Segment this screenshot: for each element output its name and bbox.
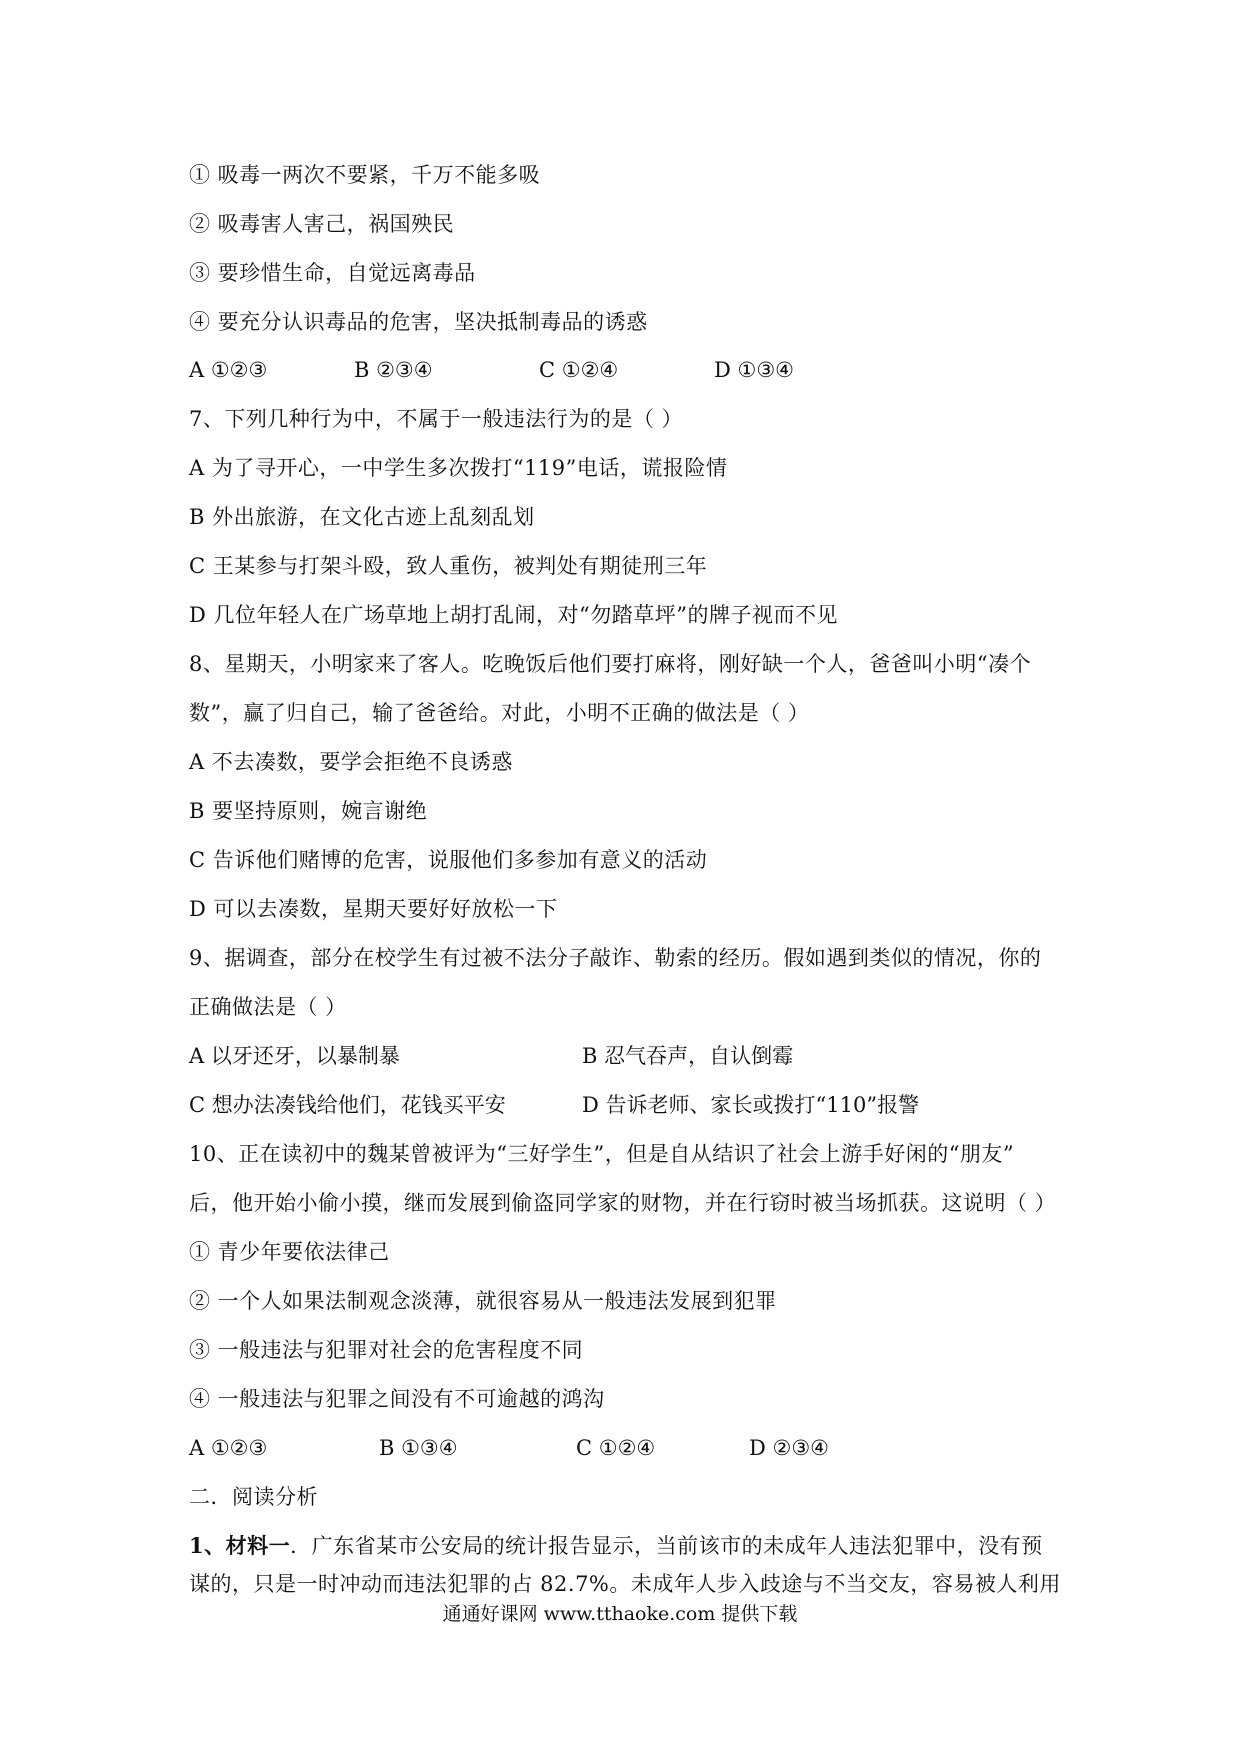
q10-item-2: ② 一个人如果法制观念淡薄，就很容易从一般违法发展到犯罪: [189, 1289, 777, 1313]
q8-option-a: A 不去凑数，要学会拒绝不良诱惑: [189, 750, 513, 774]
q10-option-b: B ①③④: [379, 1436, 458, 1460]
q8-stem-line-1: 8、星期天，小明家来了客人。吃晚饭后他们要打麻将，刚好缺一个人，爸爸叫小明“凑个: [189, 652, 1032, 676]
q10-option-d: D ②③④: [749, 1436, 829, 1460]
q8-option-b: B 要坚持原则，婉言谢绝: [189, 799, 428, 823]
q6-item-2: ② 吸毒害人害己，祸国殃民: [189, 212, 455, 236]
q9-option-d: D 告诉老师、家长或拨打“110”报警: [582, 1093, 920, 1117]
q10-item-1: ① 青少年要依法律己: [189, 1240, 390, 1264]
q6-item-4: ④ 要充分认识毒品的危害，坚决抵制毒品的诱惑: [189, 310, 648, 334]
material-line-1: [189, 1532, 1069, 1560]
q9-option-c: C 想办法凑钱给他们，花钱买平安: [189, 1093, 506, 1117]
q10-item-4: ④ 一般违法与犯罪之间没有不可逾越的鸿沟: [189, 1387, 605, 1411]
material-number: 1、: [189, 1533, 226, 1558]
q9-option-a: A 以牙还牙，以暴制暴: [189, 1044, 400, 1068]
q7-option-d: D 几位年轻人在广场草地上胡打乱闹，对“勿踏草坪”的牌子视而不见: [189, 603, 838, 627]
q6-option-c: C ①②④: [539, 358, 619, 382]
q7-option-a: A 为了寻开心，一中学生多次拨打“119”电话，谎报险情: [189, 456, 728, 480]
material-text: 广东省某市公安局的统计报告显示，当前该市的未成年人违法犯罪中，没有预: [311, 1534, 1043, 1558]
q8-option-d: D 可以去凑数，星期天要好好放松一下: [189, 897, 558, 921]
q6-item-3: ③ 要珍惜生命，自觉远离毒品: [189, 261, 476, 285]
q9-stem-line-1: 9、据调查，部分在校学生有过被不法分子敲诈、勒索的经历。假如遇到类似的情况，你的: [189, 946, 1042, 970]
q8-option-c: C 告诉他们赌博的危害，说服他们多参加有意义的活动: [189, 848, 708, 872]
q7-stem: 7、下列几种行为中，不属于一般违法行为的是（ ）: [189, 407, 684, 431]
q10-option-a: A ①②③: [189, 1436, 268, 1460]
q7-option-c: C 王某参与打架斗殴，致人重伤，被判处有期徒刑三年: [189, 554, 708, 578]
q10-stem-line-2: 后，他开始小偷小摸，继而发展到偷盗同学家的财物，并在行窃时被当场抓获。这说明（ ）: [189, 1191, 1057, 1215]
q10-stem-line-1: 10、正在读初中的魏某曾被评为“三好学生”，但是自从结识了社会上游手好闲的“朋友”: [189, 1142, 1015, 1166]
material-line-2: 谋的，只是一时冲动而违法犯罪的占 82.7%。未成年人步入歧途与不当交友，容易被人利用: [189, 1572, 1061, 1596]
q9-option-b: B 忍气吞声，自认倒霉: [582, 1044, 794, 1068]
q7-option-b: B 外出旅游，在文化古迹上乱刻乱划: [189, 505, 535, 529]
q6-option-d: D ①③④: [714, 358, 794, 382]
material-label: 材料一: [225, 1533, 291, 1558]
section-2-title: 二．阅读分析: [189, 1485, 318, 1509]
q10-option-c: C ①②④: [576, 1436, 656, 1460]
page-footer: 通通好课网 www.tthaoke.com 提供下载: [442, 1603, 798, 1625]
material-separator: ．: [290, 1534, 312, 1558]
q6-item-1: ① 吸毒一两次不要紧，千万不能多吸: [189, 163, 541, 187]
q9-stem-line-2: 正确做法是（ ）: [189, 995, 347, 1019]
q6-option-a: A ①②③: [189, 358, 268, 382]
q6-option-b: B ②③④: [354, 358, 433, 382]
q10-item-3: ③ 一般违法与犯罪对社会的危害程度不同: [189, 1338, 584, 1362]
q8-stem-line-2: 数”，赢了归自己，输了爸爸给。对此，小明不正确的做法是（ ）: [189, 701, 810, 725]
